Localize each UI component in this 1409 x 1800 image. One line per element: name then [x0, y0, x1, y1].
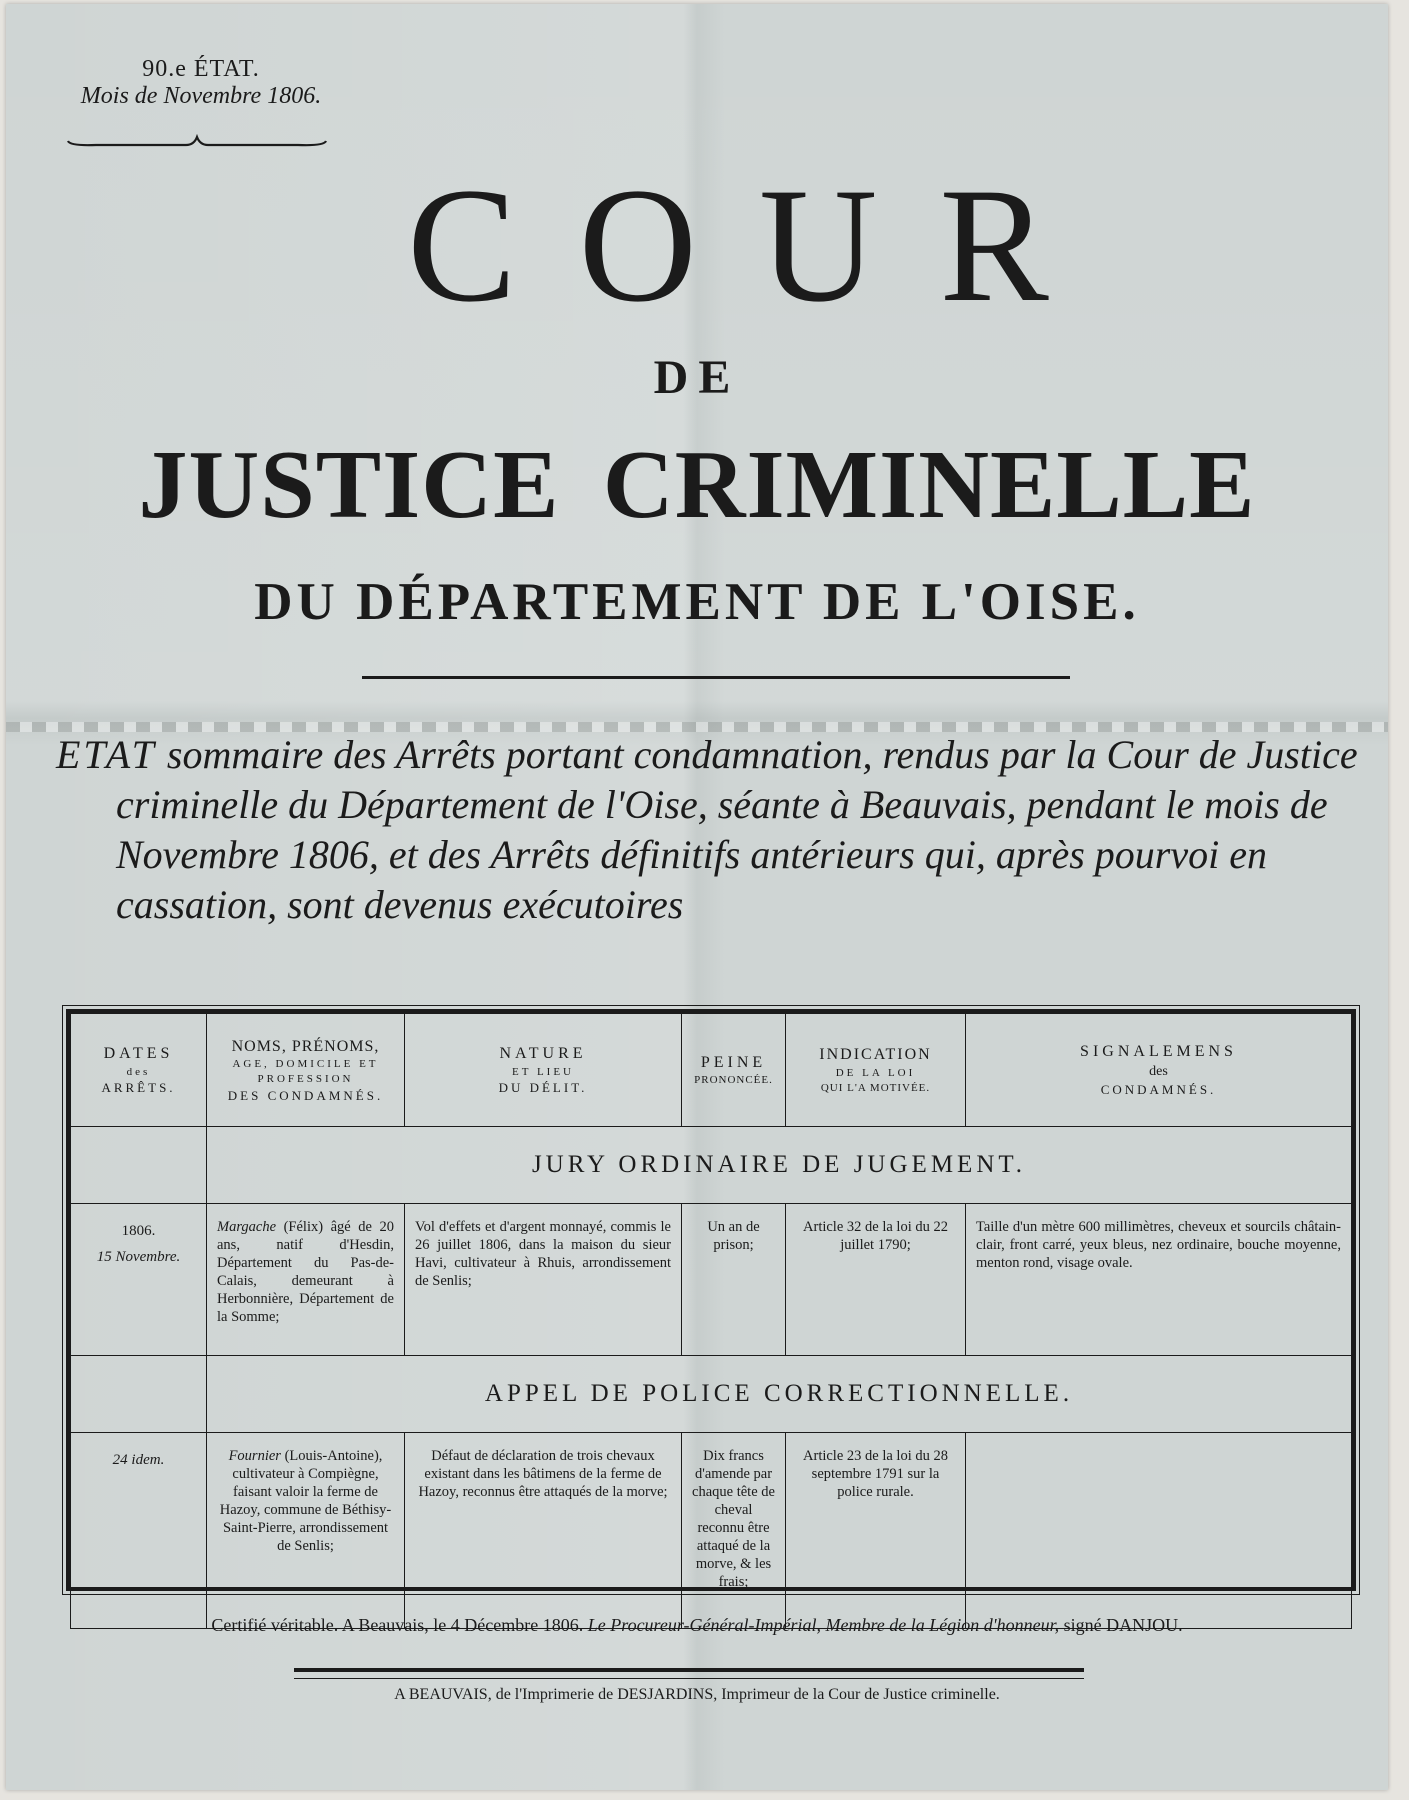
entry-offense: Défaut de déclaration de trois chevaux existant dans les bâtimens de la ferme de Hazoy, reconnus être attaqués de la morve; — [405, 1433, 682, 1629]
entry-description — [966, 1433, 1352, 1629]
section-blank-cell — [71, 1356, 207, 1433]
entry-penalty: Un an de prison; — [682, 1204, 786, 1356]
section-title-police: APPEL DE POLICE CORRECTIONNELLE. — [207, 1356, 1352, 1433]
entry-date — [71, 1204, 207, 1356]
header-law: INDICATION DE LA LOI QUI L'A MOTIVÉE. — [786, 1014, 966, 1127]
state-reference — [66, 56, 336, 110]
summary-paragraph — [56, 730, 1406, 930]
certif-place-date: Certifié véritable. A Beauvais, le 4 Décembre 1806. — [211, 1615, 584, 1635]
entry-description: Taille d'un mètre 600 millimètres, cheveux et sourcils châtain-clair, front carré, yeux bleus, nez ordinaire, bouche moyenne, menton rond, visage ovale. — [966, 1204, 1352, 1356]
header-names: NOMS, PRÉNOMS, AGE, DOMICILE ET PROFESSION DES CONDAMNÉS. — [207, 1014, 405, 1127]
footer-divider — [294, 1668, 1084, 1679]
table-row — [71, 1204, 1352, 1356]
printer-imprint: A BEAUVAIS, de l'Imprimerie de DESJARDINS, Imprimeur de la Cour de Justice criminelle. — [394, 1686, 1000, 1703]
entry-date-year: 1806. — [121, 1223, 156, 1239]
summary-text: sommaire des Arrêts portant condamnation, rendus par la Cour de Justice criminelle du Département de l'Oise, séante à Beauvais, pendant le mois de Novembre 1806, et des Arrêts définitifs antérieurs qui, après pourvoi en cassation, sont devenus exécutoires — [116, 732, 1358, 927]
section-row-police — [71, 1356, 1352, 1433]
entry-name-details: (Louis-Antoine), cultivateur à Compiègne, faisant valoir la ferme de Hazoy, commune de Béthisy-Saint-Pierre, arrondissement de Senlis; — [219, 1448, 392, 1554]
judgments-table — [66, 1009, 1356, 1591]
header-penalty: PEINE PRONONCÉE. — [682, 1014, 786, 1127]
entry-date-day: 24 idem. — [112, 1452, 165, 1468]
section-title-jury: JURY ORDINAIRE DE JUGEMENT. — [207, 1127, 1352, 1204]
section-blank-cell — [71, 1127, 207, 1204]
entry-date-day: 15 Novembre. — [96, 1249, 181, 1265]
entry-law: Article 23 de la loi du 28 septembre 1791 sur la police rurale. — [786, 1433, 966, 1629]
entry-name — [207, 1204, 405, 1356]
title-cour: COUR — [407, 155, 1111, 336]
brace-ornament — [66, 134, 328, 148]
title-de: DE — [653, 351, 741, 404]
section-row-jury — [71, 1127, 1352, 1204]
state-number: 90.e ÉTAT. — [142, 56, 260, 82]
certification-line — [6, 1615, 1388, 1636]
entry-surname: Fournier — [228, 1448, 281, 1464]
header-nature: NATURE ET LIEU DU DÉLIT. — [405, 1014, 682, 1127]
entry-penalty: Dix francs d'amende par chaque tête de cheval reconnu être attaqué de la morve, & les frais; — [682, 1433, 786, 1629]
summary-lead: ETAT — [56, 732, 157, 777]
entry-date — [71, 1433, 207, 1629]
certif-title: Le Procureur-Général-Impérial, Membre de la Légion d'honneur, — [587, 1615, 1060, 1635]
title-justice-criminelle: JUSTICE CRIMINELLE — [138, 431, 1256, 539]
title-departement: DU DÉPARTEMENT DE L'OISE. — [254, 573, 1140, 631]
entry-offense: Vol d'effets et d'argent monnayé, commis le 26 juillet 1806, dans la maison du sieur Havi, cultivateur à Rhuis, arrondissement de Senlis; — [405, 1204, 682, 1356]
entry-law: Article 32 de la loi du 22 juillet 1790; — [786, 1204, 966, 1356]
table-header-row — [71, 1014, 1352, 1127]
entry-name-details: (Félix) âgé de 20 ans, natif d'Hesdin, Département du Pas-de-Calais, demeurant à Herbonnière, Département de la Somme; — [217, 1219, 394, 1325]
header-description: SIGNALEMENS des CONDAMNÉS. — [966, 1014, 1352, 1127]
document-sheet — [6, 4, 1388, 1790]
entry-name — [207, 1433, 405, 1629]
entry-surname: Margache — [217, 1219, 277, 1235]
certif-signature: signé DANJOU. — [1063, 1615, 1183, 1635]
table-row — [71, 1433, 1352, 1629]
state-month: Mois de Novembre 1806. — [80, 83, 322, 109]
header-dates: DATES des ARRÊTS. — [71, 1014, 207, 1127]
title-divider — [362, 676, 1070, 679]
